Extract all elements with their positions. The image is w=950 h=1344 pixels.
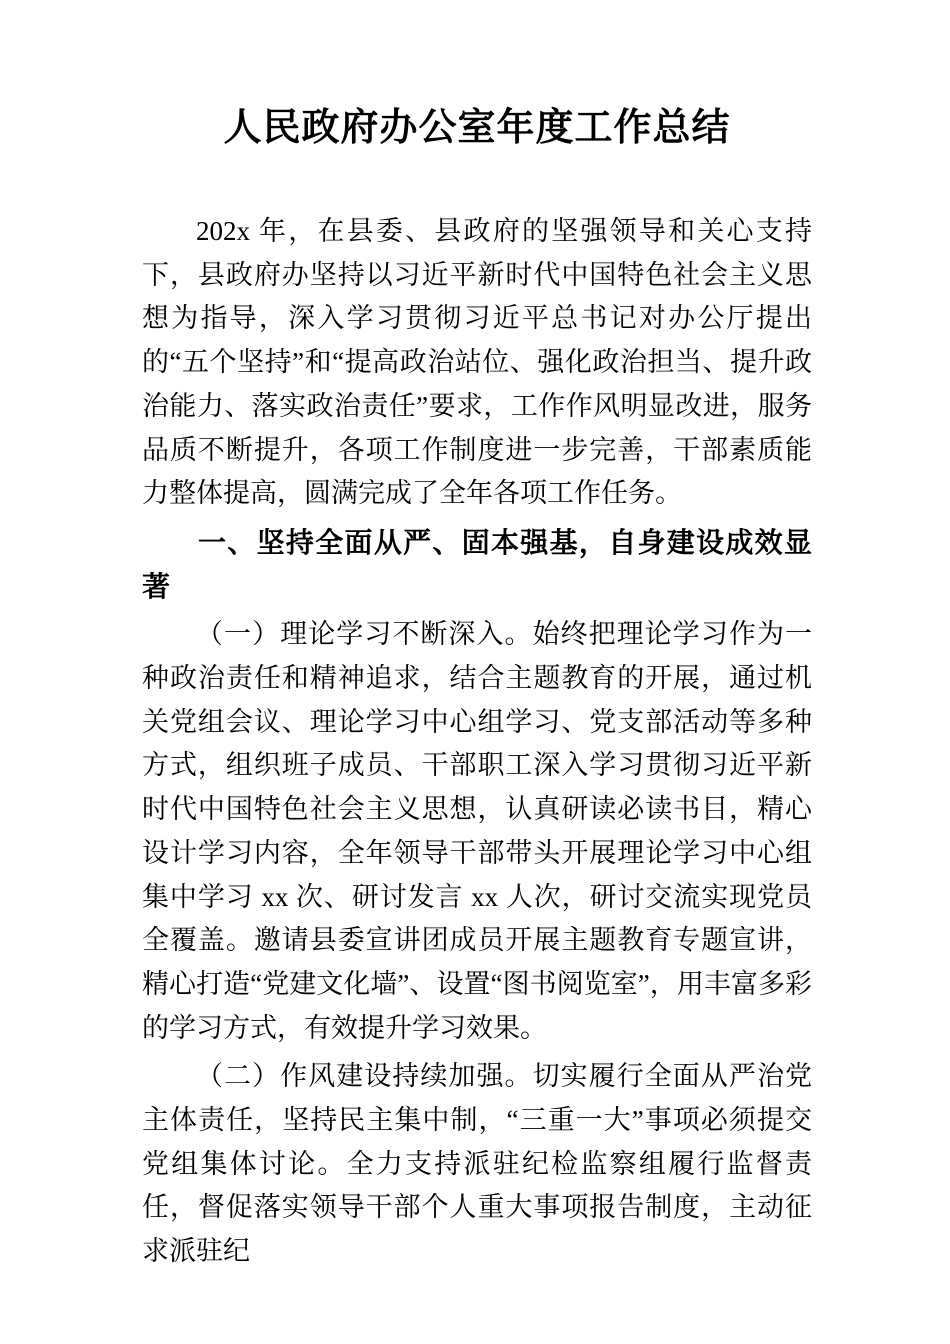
document-title: 人民政府办公室年度工作总结 [223, 107, 731, 149]
document-body [142, 210, 812, 1274]
paragraph: 202x 年，在县委、县政府的坚强领导和关心支持下，县政府办坚持以习近平新时代中国特色社会主义思想为指导，深入学习贯彻习近平总书记对办公厅提出的“五个坚持”和“提高政治站位、强化政治担当、提升政治能力、落实政治责任”要求，工作作风明显改进，服务品质不断提升，各项工作制度进一步完善，干部素质能力整体提高，圆满完成了全年各项工作任务。 [142, 216, 812, 509]
section-heading: 一、坚持全面从严、固本强基，自身建设成效显著 [142, 526, 812, 602]
paragraph: （一）理论学习不断深入。始终把理论学习作为一种政治责任和精神追求，结合主题教育的开展，通过机关党组会议、理论学习中心组学习、党支部活动等多种方式，组织班子成员、干部职工深入学习贯彻习近平新时代中国特色社会主义思想，认真研读必读书目，精心设计学习内容，全年领导干部带头开展理论学习中心组集中学习 xx 次、研讨发言 xx 人次，研讨交流实现党员全覆盖。邀请县委宣讲团成员开展主题教育专题宣讲，精心打造“党建文化墙”、设置“图书阅览室”，用丰富多彩的学习方式，有效提升学习效果。 [142, 619, 812, 1043]
paragraph: （二）作风建设持续加强。切实履行全面从严治党主体责任，坚持民主集中制，“三重一大”事项必须提交党组集体讨论。全力支持派驻纪检监察组履行监督责任，督促落实领导干部个人重大事项报告制度，主动征求派驻纪 [142, 1061, 812, 1267]
